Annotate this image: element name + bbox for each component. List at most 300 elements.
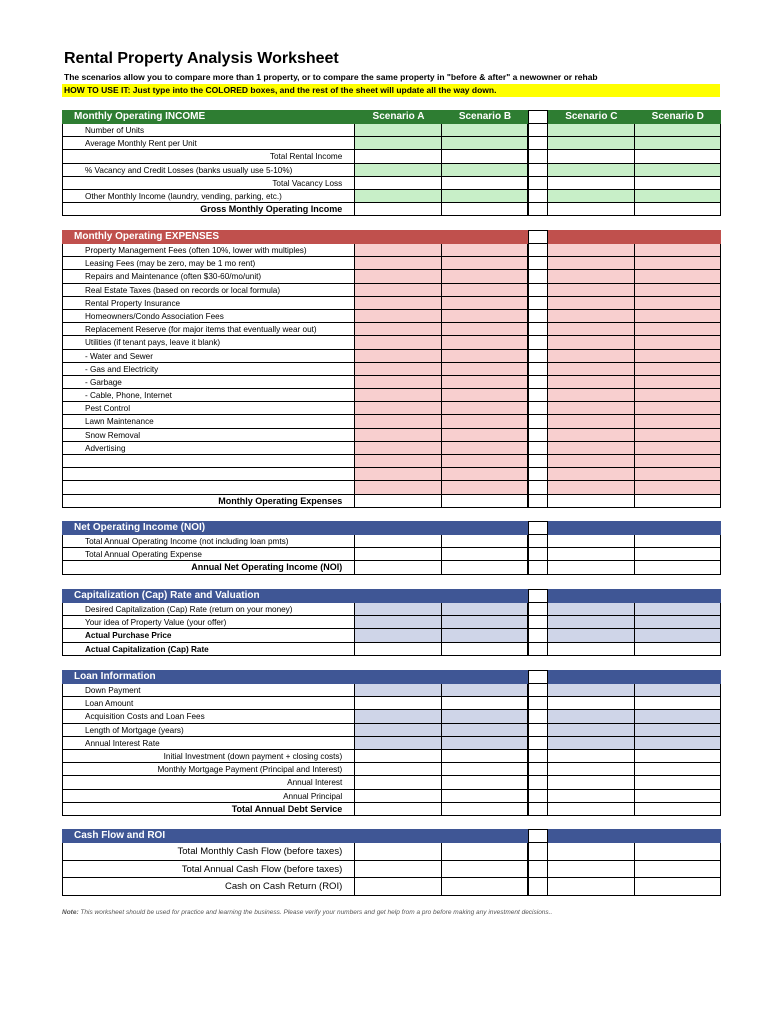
column-divider xyxy=(528,376,548,389)
input-cell-scenario-b[interactable] xyxy=(442,323,528,336)
input-cell-scenario-a[interactable] xyxy=(355,481,441,494)
table-row xyxy=(62,203,721,216)
scenario-header-a xyxy=(355,230,441,244)
noi-header xyxy=(62,521,721,535)
column-divider xyxy=(528,737,548,750)
input-cell-scenario-b[interactable] xyxy=(442,629,528,642)
input-cell-scenario-d[interactable] xyxy=(635,684,721,697)
input-cell-scenario-a xyxy=(355,150,441,163)
scenario-header-b xyxy=(442,230,528,244)
row-label: - Water and Sewer xyxy=(62,350,355,363)
input-cell-scenario-b xyxy=(442,177,528,190)
input-cell-scenario-d[interactable] xyxy=(635,376,721,389)
input-cell-scenario-b xyxy=(442,643,528,656)
scenario-header-c xyxy=(548,230,634,244)
input-cell-scenario-d[interactable] xyxy=(635,336,721,349)
table-row xyxy=(62,363,721,376)
input-cell-scenario-b xyxy=(442,495,528,508)
input-cell-scenario-b xyxy=(442,548,528,561)
scenario-header-b xyxy=(442,829,528,843)
column-divider xyxy=(528,164,548,177)
input-cell-scenario-d[interactable] xyxy=(635,257,721,270)
row-label: Replacement Reserve (for major items that eventually wear out) xyxy=(62,323,355,336)
input-cell-scenario-d[interactable] xyxy=(635,429,721,442)
input-cell-scenario-b[interactable] xyxy=(442,297,528,310)
row-label: Total Monthly Cash Flow (before taxes) xyxy=(62,843,355,861)
input-cell-scenario-a[interactable] xyxy=(355,468,441,481)
column-divider xyxy=(528,402,548,415)
column-divider xyxy=(528,790,548,803)
input-cell-scenario-d[interactable] xyxy=(635,603,721,616)
input-cell-scenario-d xyxy=(635,776,721,789)
column-divider xyxy=(528,455,548,468)
input-cell-scenario-b[interactable] xyxy=(442,684,528,697)
table-row xyxy=(62,710,721,723)
input-cell-scenario-a[interactable] xyxy=(355,257,441,270)
row-label: - Garbage xyxy=(62,376,355,389)
input-cell-scenario-a xyxy=(355,203,441,216)
table-row xyxy=(62,389,721,402)
input-cell-scenario-d[interactable] xyxy=(635,284,721,297)
input-cell-scenario-d[interactable] xyxy=(635,724,721,737)
input-cell-scenario-d[interactable] xyxy=(635,350,721,363)
input-cell-scenario-b[interactable] xyxy=(442,389,528,402)
table-row xyxy=(62,336,721,349)
input-cell-scenario-a[interactable] xyxy=(355,137,441,150)
input-cell-scenario-c[interactable] xyxy=(548,137,634,150)
input-cell-scenario-b[interactable] xyxy=(442,350,528,363)
input-cell-scenario-a[interactable] xyxy=(355,442,441,455)
input-cell-scenario-a[interactable] xyxy=(355,724,441,737)
row-label: Total Vacancy Loss xyxy=(62,177,355,190)
input-cell-scenario-a xyxy=(355,177,441,190)
input-cell-scenario-a[interactable] xyxy=(355,710,441,723)
input-cell-scenario-d xyxy=(635,548,721,561)
scenario-header-d: Scenario D xyxy=(635,110,721,124)
row-label: Average Monthly Rent per Unit xyxy=(62,137,355,150)
scenario-header-b xyxy=(442,670,528,684)
input-cell-scenario-a xyxy=(355,535,441,548)
row-label xyxy=(62,481,355,494)
table-row xyxy=(62,257,721,270)
input-cell-scenario-c[interactable] xyxy=(548,310,634,323)
row-label: Monthly Mortgage Payment (Principal and Interest) xyxy=(62,763,355,776)
row-label: - Cable, Phone, Internet xyxy=(62,389,355,402)
row-label: Utilities (if tenant pays, leave it blank) xyxy=(62,336,355,349)
input-cell-scenario-a[interactable] xyxy=(355,415,441,428)
input-cell-scenario-d[interactable] xyxy=(635,363,721,376)
input-cell-scenario-d[interactable] xyxy=(635,164,721,177)
table-row xyxy=(62,415,721,428)
input-cell-scenario-b xyxy=(442,697,528,710)
column-divider xyxy=(528,878,548,896)
input-cell-scenario-b xyxy=(442,861,528,879)
scenario-header-a xyxy=(355,589,441,603)
column-divider xyxy=(528,535,548,548)
column-divider xyxy=(528,150,548,163)
input-cell-scenario-b xyxy=(442,803,528,816)
row-label: Total Annual Debt Service xyxy=(62,803,355,816)
input-cell-scenario-a xyxy=(355,548,441,561)
input-cell-scenario-c[interactable] xyxy=(548,297,634,310)
input-cell-scenario-d[interactable] xyxy=(635,455,721,468)
input-cell-scenario-b[interactable] xyxy=(442,310,528,323)
column-divider xyxy=(528,336,548,349)
input-cell-scenario-d xyxy=(635,495,721,508)
input-cell-scenario-b[interactable] xyxy=(442,442,528,455)
scenario-header-d xyxy=(635,589,721,603)
table-row xyxy=(62,310,721,323)
table-row xyxy=(62,297,721,310)
input-cell-scenario-d[interactable] xyxy=(635,616,721,629)
input-cell-scenario-c[interactable] xyxy=(548,389,634,402)
input-cell-scenario-d[interactable] xyxy=(635,737,721,750)
input-cell-scenario-c[interactable] xyxy=(548,684,634,697)
input-cell-scenario-c[interactable] xyxy=(548,270,634,283)
scenario-header-a xyxy=(355,829,441,843)
input-cell-scenario-b[interactable] xyxy=(442,603,528,616)
input-cell-scenario-a xyxy=(355,750,441,763)
note-label: Note: xyxy=(62,909,79,916)
input-cell-scenario-a[interactable] xyxy=(355,323,441,336)
input-cell-scenario-a[interactable] xyxy=(355,244,441,257)
table-row xyxy=(62,861,721,879)
input-cell-scenario-a[interactable] xyxy=(355,389,441,402)
row-label: Monthly Operating Expenses xyxy=(62,495,355,508)
income-header xyxy=(62,110,721,124)
table-row xyxy=(62,455,721,468)
row-label: Total Annual Operating Income (not including loan pmts) xyxy=(62,535,355,548)
row-label: % Vacancy and Credit Losses (banks usually use 5-10%) xyxy=(62,164,355,177)
row-label: Total Rental Income xyxy=(62,150,355,163)
expenses-header xyxy=(62,230,721,244)
scenario-header-c xyxy=(548,589,634,603)
table-row xyxy=(62,776,721,789)
cashflow-header-label: Cash Flow and ROI xyxy=(62,829,355,843)
input-cell-scenario-c xyxy=(548,776,634,789)
column-divider xyxy=(528,270,548,283)
input-cell-scenario-a[interactable] xyxy=(355,455,441,468)
scenario-header-c: Scenario C xyxy=(548,110,634,124)
column-divider xyxy=(528,203,548,216)
input-cell-scenario-b[interactable] xyxy=(442,284,528,297)
input-cell-scenario-b[interactable] xyxy=(442,363,528,376)
table-row xyxy=(62,737,721,750)
loan-header xyxy=(62,670,721,684)
cashflow-section xyxy=(62,829,721,896)
table-row xyxy=(62,750,721,763)
table-row xyxy=(62,164,721,177)
how-to-banner: HOW TO USE IT: Just type into the COLORED boxes, and the rest of the sheet will update all the way down. xyxy=(62,84,720,97)
input-cell-scenario-a[interactable] xyxy=(355,297,441,310)
column-divider xyxy=(528,750,548,763)
input-cell-scenario-c xyxy=(548,861,634,879)
input-cell-scenario-b[interactable] xyxy=(442,455,528,468)
input-cell-scenario-a[interactable] xyxy=(355,737,441,750)
input-cell-scenario-b[interactable] xyxy=(442,124,528,137)
input-cell-scenario-a[interactable] xyxy=(355,429,441,442)
table-row xyxy=(62,495,721,508)
input-cell-scenario-d[interactable] xyxy=(635,190,721,203)
input-cell-scenario-a[interactable] xyxy=(355,684,441,697)
input-cell-scenario-b[interactable] xyxy=(442,724,528,737)
input-cell-scenario-b xyxy=(442,776,528,789)
input-cell-scenario-d xyxy=(635,763,721,776)
column-divider xyxy=(528,643,548,656)
table-row xyxy=(62,481,721,494)
input-cell-scenario-b xyxy=(442,561,528,574)
input-cell-scenario-b[interactable] xyxy=(442,481,528,494)
row-label: Snow Removal xyxy=(62,429,355,442)
input-cell-scenario-a xyxy=(355,776,441,789)
input-cell-scenario-c[interactable] xyxy=(548,442,634,455)
input-cell-scenario-c[interactable] xyxy=(548,710,634,723)
scenario-header-c xyxy=(548,670,634,684)
input-cell-scenario-b xyxy=(442,763,528,776)
row-label xyxy=(62,455,355,468)
table-row xyxy=(62,616,721,629)
column-divider xyxy=(528,589,548,603)
input-cell-scenario-a[interactable] xyxy=(355,376,441,389)
input-cell-scenario-d xyxy=(635,750,721,763)
column-divider xyxy=(528,137,548,150)
column-divider xyxy=(528,230,548,244)
input-cell-scenario-b[interactable] xyxy=(442,376,528,389)
table-row xyxy=(62,790,721,803)
input-cell-scenario-d xyxy=(635,697,721,710)
input-cell-scenario-a[interactable] xyxy=(355,603,441,616)
row-label: Actual Capitalization (Cap) Rate xyxy=(62,643,355,656)
input-cell-scenario-a[interactable] xyxy=(355,270,441,283)
table-row xyxy=(62,323,721,336)
table-row xyxy=(62,284,721,297)
row-label: Desired Capitalization (Cap) Rate (return on your money) xyxy=(62,603,355,616)
input-cell-scenario-c[interactable] xyxy=(548,724,634,737)
input-cell-scenario-c[interactable] xyxy=(548,616,634,629)
input-cell-scenario-b[interactable] xyxy=(442,244,528,257)
table-row xyxy=(62,402,721,415)
input-cell-scenario-b xyxy=(442,535,528,548)
input-cell-scenario-c[interactable] xyxy=(548,481,634,494)
input-cell-scenario-c[interactable] xyxy=(548,455,634,468)
table-row xyxy=(62,177,721,190)
expenses-section xyxy=(62,230,721,508)
input-cell-scenario-c xyxy=(548,535,634,548)
row-label: Your idea of Property Value (your offer) xyxy=(62,616,355,629)
input-cell-scenario-a[interactable] xyxy=(355,629,441,642)
column-divider xyxy=(528,670,548,684)
input-cell-scenario-d[interactable] xyxy=(635,415,721,428)
noi-header-label: Net Operating Income (NOI) xyxy=(62,521,355,535)
input-cell-scenario-a xyxy=(355,843,441,861)
scenario-header-c xyxy=(548,521,634,535)
input-cell-scenario-b[interactable] xyxy=(442,190,528,203)
row-label: Actual Purchase Price xyxy=(62,629,355,642)
column-divider xyxy=(528,561,548,574)
input-cell-scenario-b xyxy=(442,203,528,216)
input-cell-scenario-c xyxy=(548,643,634,656)
input-cell-scenario-d[interactable] xyxy=(635,310,721,323)
input-cell-scenario-b[interactable] xyxy=(442,737,528,750)
input-cell-scenario-a[interactable] xyxy=(355,363,441,376)
input-cell-scenario-d[interactable] xyxy=(635,297,721,310)
input-cell-scenario-c[interactable] xyxy=(548,323,634,336)
table-row xyxy=(62,697,721,710)
input-cell-scenario-b[interactable] xyxy=(442,616,528,629)
expenses-header-label: Monthly Operating EXPENSES xyxy=(62,230,355,244)
column-divider xyxy=(528,629,548,642)
column-divider xyxy=(528,297,548,310)
input-cell-scenario-b[interactable] xyxy=(442,336,528,349)
note-text: This worksheet should be used for practice and learning the business. Please verify your numbers and get help from a pro before making any investment decisions.. xyxy=(80,909,553,916)
row-label: Lawn Maintenance xyxy=(62,415,355,428)
input-cell-scenario-a xyxy=(355,861,441,879)
cap-header-label: Capitalization (Cap) Rate and Valuation xyxy=(62,589,355,603)
table-row xyxy=(62,244,721,257)
table-row xyxy=(62,561,721,574)
input-cell-scenario-d xyxy=(635,878,721,896)
row-label: Advertising xyxy=(62,442,355,455)
input-cell-scenario-d xyxy=(635,561,721,574)
row-label: Acquisition Costs and Loan Fees xyxy=(62,710,355,723)
table-row xyxy=(62,350,721,363)
loan-header-label: Loan Information xyxy=(62,670,355,684)
input-cell-scenario-c[interactable] xyxy=(548,376,634,389)
input-cell-scenario-c[interactable] xyxy=(548,629,634,642)
row-label: Number of Units xyxy=(62,124,355,137)
noi-section xyxy=(62,521,721,575)
column-divider xyxy=(528,310,548,323)
input-cell-scenario-a xyxy=(355,803,441,816)
input-cell-scenario-c[interactable] xyxy=(548,284,634,297)
input-cell-scenario-a[interactable] xyxy=(355,402,441,415)
table-row xyxy=(62,603,721,616)
input-cell-scenario-b[interactable] xyxy=(442,402,528,415)
input-cell-scenario-c[interactable] xyxy=(548,350,634,363)
input-cell-scenario-d[interactable] xyxy=(635,481,721,494)
input-cell-scenario-b[interactable] xyxy=(442,270,528,283)
input-cell-scenario-c[interactable] xyxy=(548,603,634,616)
column-divider xyxy=(528,763,548,776)
input-cell-scenario-c xyxy=(548,803,634,816)
input-cell-scenario-a[interactable] xyxy=(355,616,441,629)
input-cell-scenario-b xyxy=(442,843,528,861)
table-row xyxy=(62,376,721,389)
table-row xyxy=(62,124,721,137)
input-cell-scenario-d[interactable] xyxy=(635,124,721,137)
column-divider xyxy=(528,521,548,535)
row-label: Real Estate Taxes (based on records or local formula) xyxy=(62,284,355,297)
column-divider xyxy=(528,548,548,561)
input-cell-scenario-c xyxy=(548,697,634,710)
row-label: Initial Investment (down payment + closing costs) xyxy=(62,750,355,763)
input-cell-scenario-a[interactable] xyxy=(355,124,441,137)
row-label: Length of Mortgage (years) xyxy=(62,724,355,737)
input-cell-scenario-a[interactable] xyxy=(355,336,441,349)
input-cell-scenario-b[interactable] xyxy=(442,468,528,481)
table-row xyxy=(62,629,721,642)
row-label: Annual Interest xyxy=(62,776,355,789)
input-cell-scenario-b[interactable] xyxy=(442,429,528,442)
input-cell-scenario-c xyxy=(548,203,634,216)
scenario-header-a: Scenario A xyxy=(355,110,441,124)
input-cell-scenario-c[interactable] xyxy=(548,363,634,376)
scenario-header-c xyxy=(548,829,634,843)
input-cell-scenario-a[interactable] xyxy=(355,190,441,203)
input-cell-scenario-d[interactable] xyxy=(635,270,721,283)
input-cell-scenario-b[interactable] xyxy=(442,710,528,723)
column-divider xyxy=(528,190,548,203)
table-row xyxy=(62,468,721,481)
table-row xyxy=(62,429,721,442)
input-cell-scenario-b xyxy=(442,150,528,163)
column-divider xyxy=(528,481,548,494)
input-cell-scenario-d[interactable] xyxy=(635,710,721,723)
input-cell-scenario-a[interactable] xyxy=(355,284,441,297)
input-cell-scenario-a[interactable] xyxy=(355,164,441,177)
cap-header xyxy=(62,589,721,603)
input-cell-scenario-c[interactable] xyxy=(548,164,634,177)
row-label xyxy=(62,468,355,481)
column-divider xyxy=(528,724,548,737)
input-cell-scenario-d[interactable] xyxy=(635,629,721,642)
input-cell-scenario-b xyxy=(442,750,528,763)
input-cell-scenario-d[interactable] xyxy=(635,323,721,336)
row-label: Gross Monthly Operating Income xyxy=(62,203,355,216)
input-cell-scenario-d xyxy=(635,177,721,190)
input-cell-scenario-d[interactable] xyxy=(635,468,721,481)
column-divider xyxy=(528,415,548,428)
input-cell-scenario-c[interactable] xyxy=(548,190,634,203)
input-cell-scenario-a[interactable] xyxy=(355,350,441,363)
input-cell-scenario-c[interactable] xyxy=(548,124,634,137)
input-cell-scenario-d[interactable] xyxy=(635,402,721,415)
input-cell-scenario-d[interactable] xyxy=(635,244,721,257)
input-cell-scenario-b[interactable] xyxy=(442,164,528,177)
input-cell-scenario-b xyxy=(442,878,528,896)
input-cell-scenario-d[interactable] xyxy=(635,389,721,402)
table-row xyxy=(62,643,721,656)
income-header-label: Monthly Operating INCOME xyxy=(62,110,355,124)
input-cell-scenario-a[interactable] xyxy=(355,310,441,323)
input-cell-scenario-c[interactable] xyxy=(548,737,634,750)
table-row xyxy=(62,535,721,548)
input-cell-scenario-b[interactable] xyxy=(442,137,528,150)
row-label: Total Annual Cash Flow (before taxes) xyxy=(62,861,355,879)
scenario-header-a xyxy=(355,670,441,684)
scenario-header-d xyxy=(635,829,721,843)
input-cell-scenario-d xyxy=(635,861,721,879)
input-cell-scenario-d xyxy=(635,803,721,816)
input-cell-scenario-c[interactable] xyxy=(548,257,634,270)
input-cell-scenario-b[interactable] xyxy=(442,257,528,270)
input-cell-scenario-c[interactable] xyxy=(548,244,634,257)
input-cell-scenario-c[interactable] xyxy=(548,429,634,442)
table-row xyxy=(62,190,721,203)
input-cell-scenario-d[interactable] xyxy=(635,442,721,455)
input-cell-scenario-c[interactable] xyxy=(548,336,634,349)
row-label: Leasing Fees (may be zero, may be 1 mo rent) xyxy=(62,257,355,270)
row-label: Loan Amount xyxy=(62,697,355,710)
input-cell-scenario-b[interactable] xyxy=(442,415,528,428)
input-cell-scenario-c[interactable] xyxy=(548,402,634,415)
input-cell-scenario-c[interactable] xyxy=(548,415,634,428)
input-cell-scenario-c[interactable] xyxy=(548,468,634,481)
input-cell-scenario-d[interactable] xyxy=(635,137,721,150)
input-cell-scenario-a xyxy=(355,643,441,656)
row-label: Repairs and Maintenance (often $30-60/mo/unit) xyxy=(62,270,355,283)
input-cell-scenario-c xyxy=(548,790,634,803)
